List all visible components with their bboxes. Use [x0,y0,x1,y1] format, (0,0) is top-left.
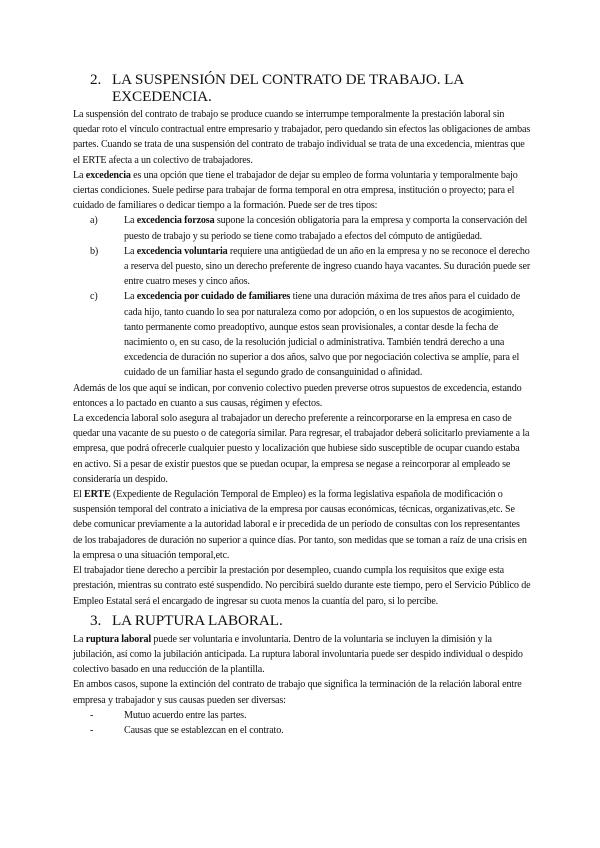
erte-term: ERTE [84,489,111,501]
list-item-text: Mutuo acuerdo entre las partes. [124,709,247,721]
ruptura-term: ruptura laboral [85,633,152,645]
suspension-paragraph: La suspensión del contrato de trabajo se produce cuando se interrumpe temporalmente la prestación laboral sin quedar roto el vínculo contractual entre empresario y trabajador, pero quedando sin efectos las obligaciones de ambas partes. Cuando se trata de una suspensión del contrato de trabajo individual se trata de una excedencia, mientras que el ERTE afecta a un colectivo de trabajadores. [73,109,531,166]
dash-marker: - [90,724,94,736]
excedencia-term: excedencia [85,169,131,181]
list-marker: b) [90,245,99,257]
term-cuidado-familiares: excedencia por cuidado de familiares [136,291,291,303]
list-item [73,723,531,738]
list-marker: a) [90,215,98,227]
reincorporacion-paragraph: La excedencia laboral solo asegura al trabajador un derecho preferente a reincorporarse en la empresa en caso de quedar una vacante de su puesto o de categoría similar. Para regresar, el trabajador deberá solicitarlo previamente a la empresa, que podrá ofrecerle cualquier puesto y localización que hubiese sido susceptible de ocupar cuando estaba en activo. Si a pesar de existir puestos que se puedan ocupar, la empresa se negase a reincorporar al empleado se consideraría un despido. [73,413,530,485]
section-3-heading [73,612,531,629]
section-2-number: 2. [90,71,102,88]
excedencia-definition-paragraph: La excedencia es una opción que tiene el trabajador de dejar su empleo de forma voluntaria y temporalmente bajo ciertas condiciones. Suele pedirse para trabajar de forma temporal en otra empresa, institución o proyecto; para el cuidado de familiares o dedicar tiempo a la formación. Puede ser de tres tipos: [73,169,518,212]
ruptura-paragraph: La ruptura laboral puede ser voluntaria e involuntaria. Dentro de la voluntaria se incluyen la dimisión y la jubilación, así como la jubilación anticipada. La ruptura laboral involuntaria puede ser despido individual o despido colectivo basado en una reducción de la plantilla. [73,633,523,676]
causes-list [73,708,531,738]
convenio-paragraph: Además de los que aquí se indican, por convenio colectivo pueden preverse otros supuestos de excedencia, estando entonces a lo pactado en cuanto a sus causas, régimen y efectos. [73,382,522,409]
erte-paragraph: El ERTE (Expediente de Regulación Temporal de Empleo) es la forma legislativa española de modificación o suspensión temporal del contrato a iniciativa de la empresa por causas económicas, técnicas, organizativas,etc. Se debe comunicar previamente a la autoridad laboral e ir precedida de un período de consultas con los representantes de los trabajadores de duración no superior a quince días. Por tanto, son medidas que se toman a raíz de una crisis en la empresa o una situación temporal,etc. [73,489,527,561]
excedencia-types-list [73,213,531,380]
prestacion-paragraph: El trabajador tiene derecho a percibir la prestación por desempleo, cuando cumpla los requisitos que exige esta prestación, mientras su contrato esté suspendido. No percibirá sueldo durante este tiempo, pero el Servicio Público de Empleo Estatal será el encargado de ingresar su cuota menos la cuantía del paro, si lo percibe. [73,565,531,607]
term-forzosa: excedencia forzosa [136,215,215,227]
section-2-title: LA SUSPENSIÓN DEL CONTRATO DE TRABAJO. LA EXCEDENCIA. [112,71,464,105]
list-item-voluntaria: b) La excedencia voluntaria requiere una antigüedad de un año en la empresa y no se reconoce el derecho a reserva del puesto, sino un derecho preferente de ingreso cuando haya vacantes. Su duración puede ser entre cuatro meses y cinco años. [73,244,531,290]
term-voluntaria: excedencia voluntaria [136,245,228,257]
list-item-text: Causas que se establezcan en el contrato. [124,724,284,736]
list-item-cuidado-familiares: c) La excedencia por cuidado de familiares tiene una duración máxima de tres años para el cuidado de cada hijo, tanto cuando lo sea por naturaleza como por adopción, o en los supuestos de acogimiento, tanto permanente como preadoptivo, aunque estos sean provisionales, a contar desde la fecha de nacimiento o, en su caso, de la resolución judicial o administrativa. También tendrá derecho a una excedencia de duración no superior a dos años, salvo que por negociación colectiva se amplíe, para el cuidado de un familiar hasta el segundo grado de consanguinidad o afinidad. [73,289,531,380]
extincion-paragraph: En ambos casos, supone la extinción del contrato de trabajo que significa la terminación de la relación laboral entre empresa y trabajador y sus causas pueden ser diversas: [73,679,522,706]
section-3-number: 3. [90,611,102,629]
dash-marker: - [90,709,94,721]
list-item-forzosa: a) La excedencia forzosa supone la concesión obligatoria para la empresa y comporta la conservación del puesto de trabajo y su periodo se tiene como trabajado a efectos del cómputo de antigüedad. [73,213,531,243]
list-marker: c) [90,291,98,303]
section-2-heading [73,71,531,105]
section-3-title: LA RUPTURA LABORAL. [112,611,283,629]
list-item [73,708,531,723]
document-body [73,71,531,738]
